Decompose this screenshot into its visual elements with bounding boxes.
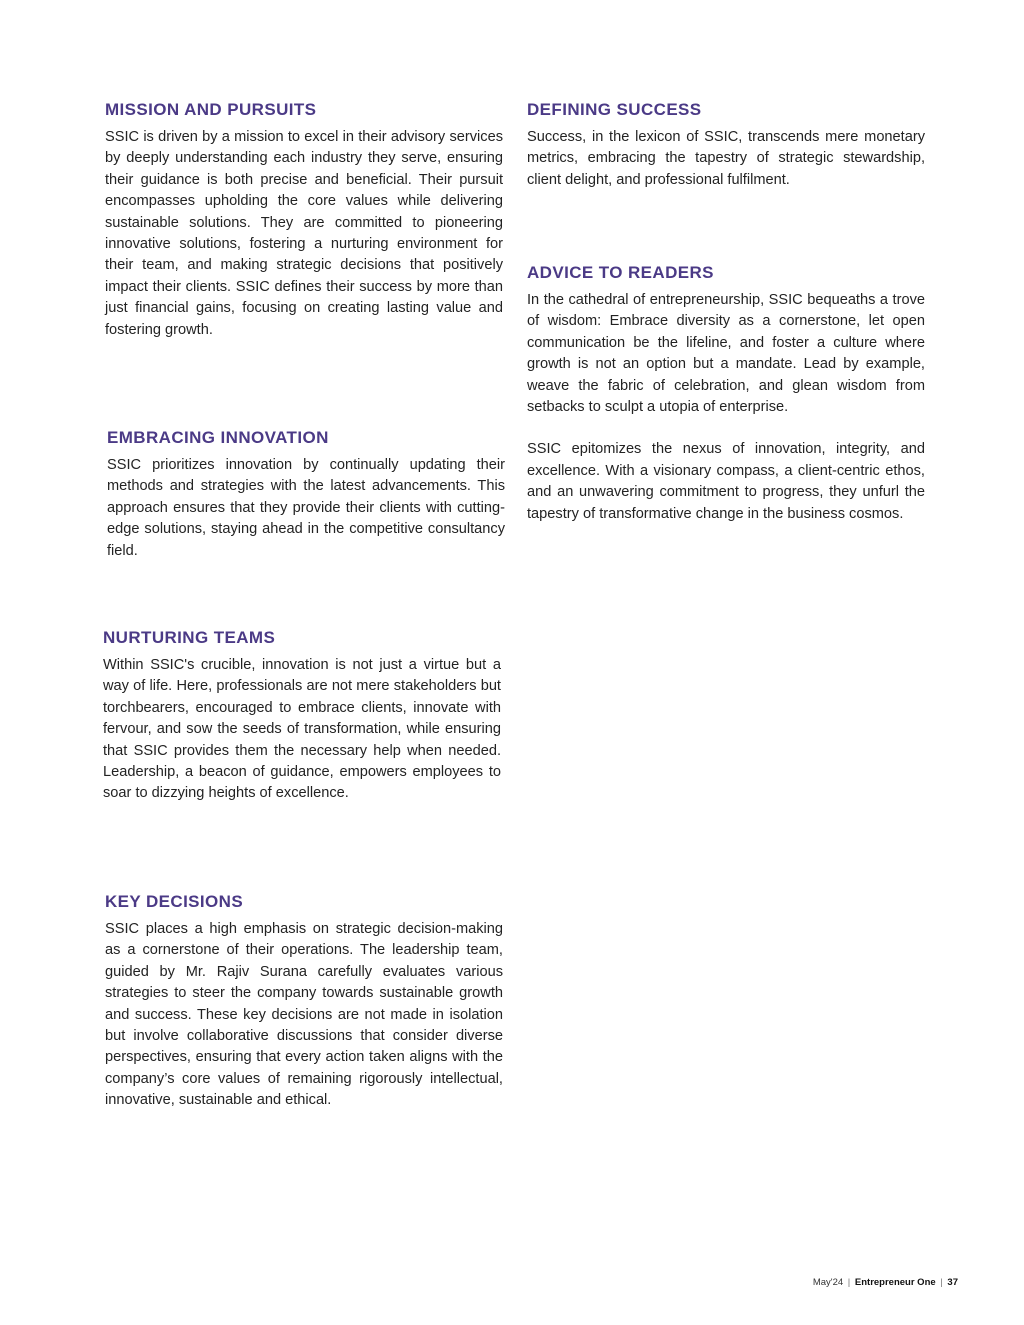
footer-publication: Entrepreneur One [854,1277,936,1288]
footer-separator: | [940,1277,943,1288]
section-mission-and-pursuits [105,99,503,341]
section-advice-to-readers [527,262,925,525]
section-nurturing-teams [103,627,501,805]
section-heading: EMBRACING INNOVATION [107,428,329,447]
section-paragraph: Within SSIC's crucible, innovation is not just a virtue but a way of life. Here, professionals are not mere stakeholders but torchbearers, encouraged to embrace clients, innovate with fervour, and sow the seeds of transformation, while ensuring that SSIC provides them the necessary help when needed. Leadership, a beacon of guidance, empowers employees to soar to dizzying heights of excellence. [103,657,501,802]
section-embracing-innovation [107,427,505,562]
section-key-decisions [105,891,503,1112]
section-heading: DEFINING SUCCESS [527,100,702,119]
footer-issue: May'24 [812,1277,844,1288]
section-paragraph: SSIC is driven by a mission to excel in their advisory services by deeply understanding each industry they serve, ensuring their guidance is both precise and beneficial. Their pursuit encompasses upholding the core values while delivering sustainable solutions. They are committed to pioneering innovative solutions, fostering a nurturing environment for their team, and making strategic decisions that positively impact their clients. SSIC defines their success by more than just financial gains, focusing on creating lasting value and fostering growth. [105,129,503,338]
footer-separator: | [847,1277,851,1288]
section-paragraph: SSIC prioritizes innovation by continually updating their methods and strategies with the latest advancements. This approach ensures that they provide their clients with cutting-edge solutions, staying ahead in the competitive consultancy field. [107,457,505,559]
page-number: 37 [947,1277,958,1288]
section-paragraph: Success, in the lexicon of SSIC, transcends mere monetary metrics, embracing the tapestry of strategic stewardship, client delight, and professional fulfilment. [527,129,925,188]
section-heading: NURTURING TEAMS [103,628,276,647]
section-defining-success [527,99,925,191]
section-paragraph: In the cathedral of entrepreneurship, SSIC bequeaths a trove of wisdom: Embrace diversity as a cornerstone, let open communication be the lifeline, and foster a culture where growth is not an option but a mandate. Lead by example, weave the fabric of celebration, and glean wisdom from setbacks to sculpt a utopia of enterprise. [527,292,925,416]
section-heading: KEY DECISIONS [105,892,244,911]
page-footer [813,1277,958,1288]
section-paragraph: SSIC epitomizes the nexus of innovation, integrity, and excellence. With a visionary compass, a client-centric ethos, and an unwavering commitment to progress, they unfurl the tapestry of transformative change in the business cosmos. [527,441,925,522]
section-heading: MISSION AND PURSUITS [105,100,317,119]
section-heading: ADVICE TO READERS [527,263,714,282]
section-paragraph: SSIC places a high emphasis on strategic decision-making as a cornerstone of their operations. The leadership team, guided by Mr. Rajiv Surana carefully evaluates various strategies to steer the company towards sustainable growth and success. These key decisions are not made in isolation but involve collaborative discussions that consider diverse perspectives, ensuring that every action taken aligns with the company’s core values of remaining rigorously intellectual, innovative, sustainable and ethical. [105,921,503,1109]
